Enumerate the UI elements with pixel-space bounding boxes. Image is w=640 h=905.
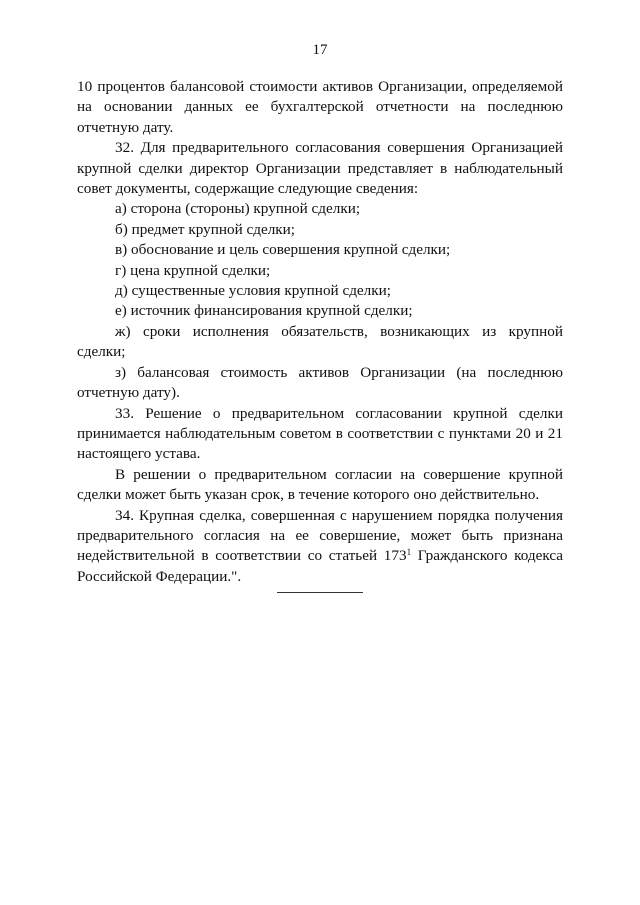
end-divider-line <box>277 592 363 593</box>
paragraph-34 <box>77 506 563 588</box>
list-item-e: е) источник финансирования крупной сделки; <box>115 302 413 320</box>
paragraph-34-text: 34. Крупная сделка, совершенная с нарушением порядка получения предварительного согласия на ее совершение, может быть признана недействительной в соответствии со статьей 173 <box>77 506 563 565</box>
document-body <box>77 77 563 587</box>
page-number: 17 <box>312 42 328 58</box>
paragraph-32: 32. Для предварительного согласования совершения Организацией крупной сделки директор Организации представляет в наблюдательный совет документы, содержащие следующие сведения: <box>77 139 563 198</box>
paragraph-33: 33. Решение о предварительном согласовании крупной сделки принимается наблюдательным советом в соответствии с пунктами 20 и 21 настоящего устава. <box>77 404 563 463</box>
paragraph-continuation: 10 процентов балансовой стоимости активов Организации, определяемой на основании данных ее бухгалтерской отчетности на последнюю отчетную дату. <box>77 78 563 136</box>
list-item-a: а) сторона (стороны) крупной сделки; <box>115 200 361 218</box>
list-item-d: д) существенные условия крупной сделки; <box>115 282 391 300</box>
list-item-g: г) цена крупной сделки; <box>115 261 271 279</box>
paragraph-34-text-end: Гражданского кодекса Российской Федерации.". <box>77 547 564 585</box>
article-superscript: 1 <box>406 547 412 558</box>
paragraph-33-continued: В решении о предварительном согласии на совершение крупной сделки может быть указан срок, в течение которого оно действительно. <box>77 465 563 504</box>
list-item-zh: ж) сроки исполнения обязательств, возникающих из крупной сделки; <box>77 322 563 361</box>
list-item-v: в) обоснование и цель совершения крупной сделки; <box>115 241 451 259</box>
list-item-b: б) предмет крупной сделки; <box>115 220 296 238</box>
list-item-z: з) балансовая стоимость активов Организации (на последнюю отчетную дату). <box>77 363 563 402</box>
